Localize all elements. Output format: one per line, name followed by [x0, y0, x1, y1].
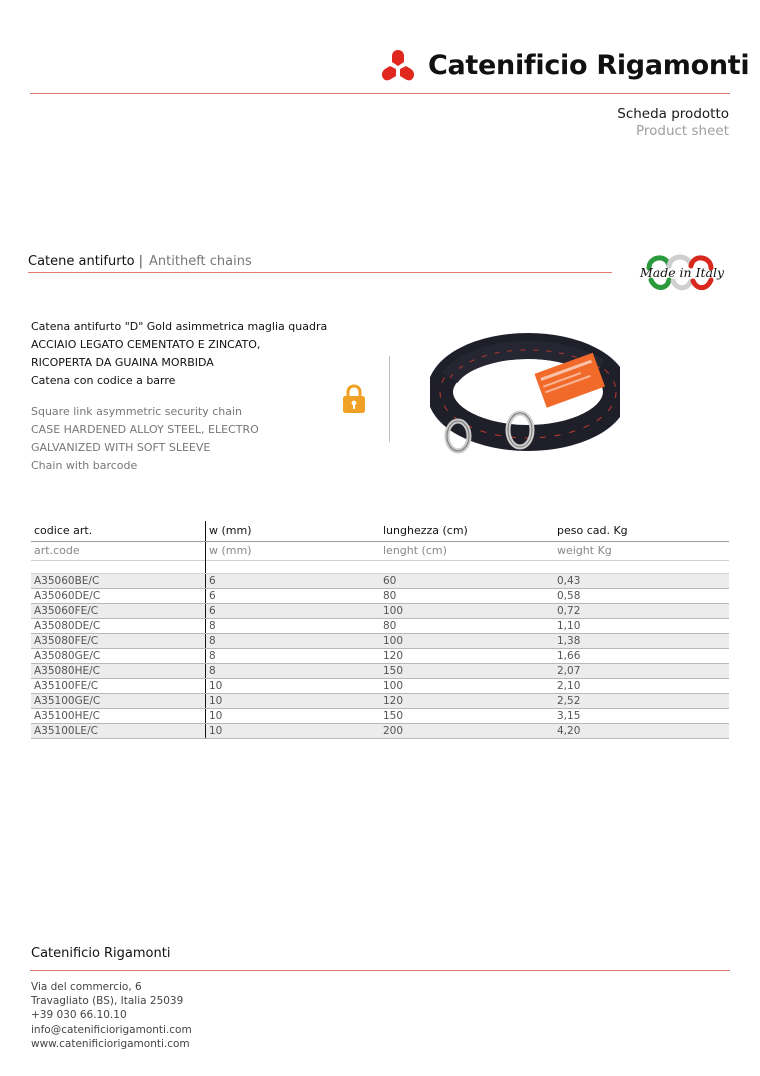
- table-cell: 10: [206, 694, 381, 709]
- header-cell: art.code: [34, 544, 80, 557]
- header-divider: [30, 93, 730, 94]
- product-spec-table: [31, 521, 729, 739]
- table-cell: 8: [206, 634, 381, 649]
- table-cell: 3,15: [554, 709, 729, 724]
- table-cell: A35060FE/C: [31, 604, 206, 619]
- table-row: [31, 619, 729, 634]
- footer-phone: +39 030 66.10.10: [31, 1009, 127, 1022]
- header-cell: lenght (cm): [383, 544, 447, 557]
- description-it-line: Catena con codice a barre: [31, 374, 176, 387]
- footer-city: Travagliato (BS), Italia 25039: [31, 995, 184, 1008]
- table-row: [31, 664, 729, 679]
- table-cell: 1,66: [554, 649, 729, 664]
- table-cell: A35080FE/C: [31, 634, 206, 649]
- description-en-line: Square link asymmetric security chain: [31, 405, 242, 418]
- padlock-icon: [342, 384, 366, 414]
- table-cell: A35080DE/C: [31, 619, 206, 634]
- table-cell: 2,10: [554, 679, 729, 694]
- table-row: [31, 589, 729, 604]
- table-cell: 8: [206, 649, 381, 664]
- description-it-line: ACCIAIO LEGATO CEMENTATO E ZINCATO,: [31, 338, 261, 351]
- table-row: [31, 694, 729, 709]
- table-cell: 10: [206, 709, 381, 724]
- category-divider: [28, 272, 612, 273]
- header-cell: lunghezza (cm): [380, 521, 554, 542]
- description-en-line: GALVANIZED WITH SOFT SLEEVE: [31, 441, 211, 454]
- category-en: Antitheft chains: [149, 254, 252, 269]
- table-cell: 6: [206, 589, 381, 604]
- table-cell: 6: [206, 604, 381, 619]
- table-body: [31, 574, 729, 739]
- table-spacer-row: [31, 561, 729, 574]
- table-cell: A35100HE/C: [31, 709, 206, 724]
- table-cell: 200: [380, 724, 554, 739]
- table-cell: 80: [380, 589, 554, 604]
- table-cell: 10: [206, 679, 381, 694]
- table-header-row-en: [31, 542, 729, 561]
- table-cell: 10: [206, 724, 381, 739]
- table-cell: 150: [380, 664, 554, 679]
- made-in-italy-badge: [633, 250, 731, 292]
- table-row: [31, 724, 729, 739]
- table-cell: A35100LE/C: [31, 724, 206, 739]
- table-cell: 100: [380, 679, 554, 694]
- footer-contacts: [31, 980, 192, 1051]
- sheet-title-it: Scheda prodotto: [617, 106, 729, 122]
- table-cell: 2,52: [554, 694, 729, 709]
- description-en: [31, 403, 259, 475]
- table-cell: 0,43: [554, 574, 729, 589]
- table-cell: 6: [206, 574, 381, 589]
- description-it-line: RICOPERTA DA GUAINA MORBIDA: [31, 356, 214, 369]
- table-cell: 100: [380, 604, 554, 619]
- table-row: [31, 574, 729, 589]
- table-cell: 120: [380, 694, 554, 709]
- category-separator: |: [138, 254, 144, 269]
- table-cell: 8: [206, 619, 381, 634]
- description-it: [31, 318, 327, 390]
- table-cell: 120: [380, 649, 554, 664]
- footer-address: Via del commercio, 6: [31, 981, 142, 993]
- table-cell: 0,58: [554, 589, 729, 604]
- header-cell: weight Kg: [557, 544, 612, 557]
- description-en-line: Chain with barcode: [31, 459, 138, 472]
- table-cell: A35080GE/C: [31, 649, 206, 664]
- header-cell: w (mm): [206, 521, 381, 542]
- description-en-line: CASE HARDENED ALLOY STEEL, ELECTRO: [31, 423, 259, 436]
- tri-lobe-logo-icon: [380, 48, 416, 84]
- table-cell: 2,07: [554, 664, 729, 679]
- header-cell: codice art.: [31, 521, 206, 542]
- table-row: [31, 604, 729, 619]
- table-cell: 4,20: [554, 724, 729, 739]
- table-cell: A35080HE/C: [31, 664, 206, 679]
- chain-product-image: [430, 318, 620, 468]
- table-cell: A35100FE/C: [31, 679, 206, 694]
- table-cell: A35100GE/C: [31, 694, 206, 709]
- table-cell: 1,38: [554, 634, 729, 649]
- category-it: Catene antifurto: [28, 254, 135, 269]
- brand-name: Catenificio Rigamonti: [428, 50, 750, 81]
- sheet-title-en: Product sheet: [635, 123, 729, 139]
- table-cell: A35060BE/C: [31, 574, 206, 589]
- table-row: [31, 709, 729, 724]
- category-title: [28, 254, 252, 269]
- description-divider: [389, 356, 390, 442]
- footer-company-name: Catenificio Rigamonti: [31, 946, 171, 961]
- table-cell: 0,72: [554, 604, 729, 619]
- table-cell: 150: [380, 709, 554, 724]
- footer-website[interactable]: www.catenificiorigamonti.com: [31, 1037, 190, 1050]
- table-cell: 1,10: [554, 619, 729, 634]
- table-cell: 8: [206, 664, 381, 679]
- header-cell: peso cad. Kg: [554, 521, 729, 542]
- table-row: [31, 634, 729, 649]
- table-row: [31, 679, 729, 694]
- made-in-italy-text: Made in Italy: [639, 265, 725, 280]
- description-it-line: Catena antifurto "D" Gold asimmetrica maglia quadra: [31, 320, 328, 333]
- footer-email[interactable]: info@catenificiorigamonti.com: [31, 1023, 192, 1036]
- table-header-row-it: [31, 521, 729, 542]
- table-cell: A35060DE/C: [31, 589, 206, 604]
- header-cell: w (mm): [206, 542, 381, 561]
- table-cell: 100: [380, 634, 554, 649]
- table-cell: 60: [380, 574, 554, 589]
- table-cell: 80: [380, 619, 554, 634]
- table-row: [31, 649, 729, 664]
- footer-divider: [30, 970, 730, 971]
